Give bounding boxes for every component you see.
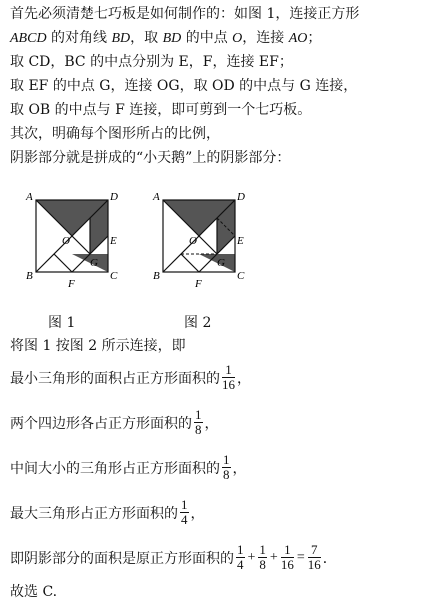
- txt: 最大三角形占正方形面积的: [10, 505, 178, 522]
- denominator: 8: [223, 467, 230, 482]
- text-line-3: 取 CD，BC 的中点分别为 E，F，连接 EF；: [10, 54, 293, 70]
- text-line-4: 取 EF 的中点 G，连接 OG，取 OD 的中点与 G 连接，: [10, 78, 358, 94]
- numerator: 1: [195, 407, 202, 422]
- label-a: A: [153, 191, 160, 203]
- label-c: C: [237, 270, 245, 282]
- text-line-5: 取 OB 的中点与 F 连接，即可剪到一个七巧板。: [10, 102, 312, 118]
- math-ao: AO: [288, 31, 308, 46]
- answer-line: 故选 C.: [10, 584, 58, 600]
- label-f: F: [68, 278, 75, 290]
- label-e: E: [110, 235, 117, 247]
- math-bd: BD: [111, 31, 131, 46]
- math-bd2: BD: [162, 31, 182, 46]
- math-abcd: ABCD: [10, 31, 47, 46]
- label-b: B: [153, 270, 160, 282]
- fraction: [194, 408, 203, 437]
- fraction: [222, 453, 231, 482]
- text-line-7: 阴影部分就是拼成的“小天鹅”上的阴影部分：: [10, 150, 291, 166]
- plus-sign: +: [247, 549, 256, 565]
- denominator: 16: [307, 557, 321, 572]
- text-line-6: 其次，明确每个图形所占的比例，: [10, 126, 220, 142]
- fraction: [308, 543, 321, 572]
- figure-2: [147, 188, 259, 290]
- numerator: 1: [181, 497, 188, 512]
- label-a: A: [26, 191, 33, 203]
- denominator: 8: [259, 557, 266, 572]
- text-line-8: 将图 1 按图 2 所示连接，即: [10, 338, 186, 354]
- ratio-line-4: [10, 498, 205, 527]
- denominator: 16: [280, 557, 294, 572]
- ratio-line-3: [10, 453, 247, 482]
- numerator: 7: [308, 543, 321, 558]
- denominator: 16: [222, 377, 235, 392]
- numerator: 1: [223, 452, 230, 467]
- fraction: [180, 498, 189, 527]
- fig1-line-og: [72, 236, 90, 254]
- label-b: B: [26, 270, 33, 282]
- ratio-line-5: [10, 543, 337, 572]
- txt: ，连接: [242, 30, 289, 46]
- plus-sign: +: [269, 549, 278, 565]
- label-d: D: [237, 191, 245, 203]
- txt: ；: [307, 30, 322, 46]
- txt: 最小三角形的面积占正方形面积的: [10, 370, 220, 387]
- math-o: O: [232, 31, 243, 46]
- text-line-1: 首先必须清楚七巧板是如何制作的：如图 1，连接正方形: [10, 6, 360, 22]
- label-d: D: [110, 191, 118, 203]
- label-g: G: [90, 257, 98, 269]
- fraction: [222, 363, 235, 392]
- label-o: O: [189, 235, 197, 247]
- label-o: O: [62, 235, 70, 247]
- txt: 两个四边形各占正方形面积的: [10, 415, 192, 432]
- numerator: 1: [237, 542, 244, 557]
- ratio-line-2: [10, 408, 219, 437]
- txt: ．: [322, 550, 337, 567]
- denominator: 4: [237, 557, 244, 572]
- denominator: 4: [181, 512, 188, 527]
- figure-1: [20, 188, 132, 290]
- fraction: [236, 543, 245, 572]
- figure-1-caption: 图 1: [48, 315, 76, 331]
- text-line-2: [10, 28, 321, 49]
- numerator: 1: [281, 543, 294, 558]
- txt: ，取: [130, 30, 163, 46]
- figure-2-caption: 图 2: [184, 315, 212, 331]
- txt: ，: [204, 415, 219, 432]
- label-g: G: [217, 257, 225, 269]
- txt: ，: [237, 370, 251, 387]
- label-c: C: [110, 270, 118, 282]
- fig2-line-og: [199, 236, 217, 254]
- label-f: F: [195, 278, 202, 290]
- txt: 的对角线: [46, 30, 112, 46]
- equals-sign: =: [296, 549, 305, 565]
- txt: 的中点: [181, 30, 233, 46]
- numerator: 1: [259, 542, 266, 557]
- ratio-line-1: [10, 363, 251, 392]
- denominator: 8: [195, 422, 202, 437]
- txt: ，: [190, 505, 205, 522]
- fraction: [281, 543, 294, 572]
- numerator: 1: [222, 363, 235, 378]
- txt: 中间大小的三角形占正方形面积的: [10, 460, 220, 477]
- fig1-line-mid-b: [54, 254, 72, 272]
- txt: 即阴影部分的面积是原正方形面积的: [10, 550, 234, 567]
- txt: ，: [232, 460, 247, 477]
- label-e: E: [237, 235, 244, 247]
- fig2-line-mid-b: [181, 254, 199, 272]
- fraction: [258, 543, 267, 572]
